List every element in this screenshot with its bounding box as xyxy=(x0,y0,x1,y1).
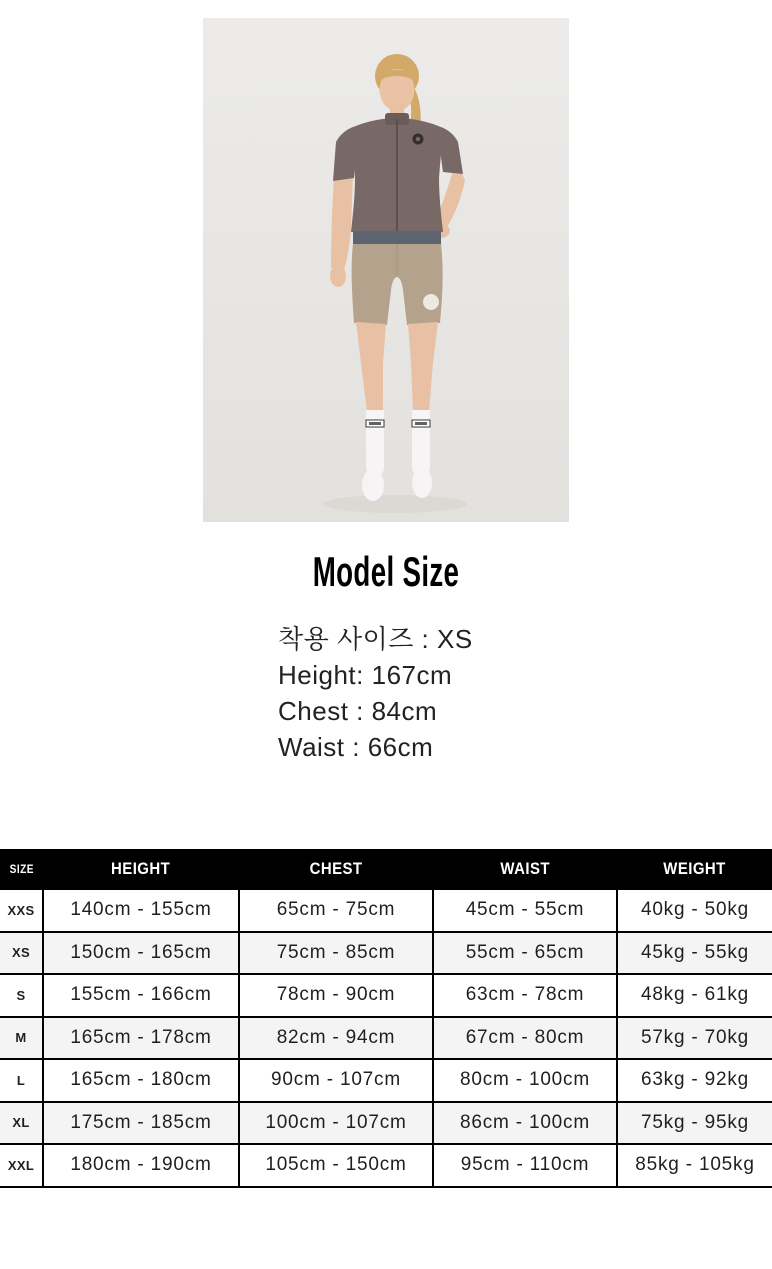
height-cell: 140cm - 155cm xyxy=(43,889,239,932)
size-label-cell: XL xyxy=(0,1102,43,1145)
chest-cell: 105cm - 150cm xyxy=(239,1144,433,1187)
product-photo xyxy=(203,18,569,522)
floor-shadow xyxy=(323,495,467,513)
weight-cell: 63kg - 92kg xyxy=(617,1059,772,1102)
size-chart-table xyxy=(0,849,772,1188)
column-header-size: SIZE xyxy=(0,849,43,889)
weight-cell: 40kg - 50kg xyxy=(617,889,772,932)
table-row xyxy=(0,932,772,975)
left-foot xyxy=(362,469,384,501)
table-row xyxy=(0,889,772,932)
weight-cell: 75kg - 95kg xyxy=(617,1102,772,1145)
chest-cell: 78cm - 90cm xyxy=(239,974,433,1017)
size-chart-body xyxy=(0,889,772,1187)
table-row xyxy=(0,1102,772,1145)
left-hand xyxy=(330,265,346,287)
column-header-height: HEIGHT xyxy=(43,849,239,889)
waist-cell: 86cm - 100cm xyxy=(433,1102,617,1145)
right-sock-band-text xyxy=(415,422,427,425)
column-header-weight: WEIGHT xyxy=(617,849,772,889)
waist-cell: 45cm - 55cm xyxy=(433,889,617,932)
size-label-cell: XS xyxy=(0,932,43,975)
chest-logo-inner xyxy=(416,137,420,141)
model-height: Height: 167cm xyxy=(278,660,453,690)
size-label-cell: XXS xyxy=(0,889,43,932)
height-cell: 165cm - 180cm xyxy=(43,1059,239,1102)
waist-cell: 63cm - 78cm xyxy=(433,974,617,1017)
height-cell: 175cm - 185cm xyxy=(43,1102,239,1145)
size-label-cell: XXL xyxy=(0,1144,43,1187)
chest-cell: 90cm - 107cm xyxy=(239,1059,433,1102)
weight-cell: 48kg - 61kg xyxy=(617,974,772,1017)
right-foot xyxy=(412,468,432,498)
table-row xyxy=(0,1017,772,1060)
waist-cell: 80cm - 100cm xyxy=(433,1059,617,1102)
model-waist: Waist : 66cm xyxy=(278,732,434,762)
thigh-logo xyxy=(423,294,439,310)
model-chest: Chest : 84cm xyxy=(278,696,438,726)
model-size-heading xyxy=(0,549,772,595)
chest-cell: 82cm - 94cm xyxy=(239,1017,433,1060)
size-label-cell: S xyxy=(0,974,43,1017)
weight-cell: 57kg - 70kg xyxy=(617,1017,772,1060)
height-cell: 180cm - 190cm xyxy=(43,1144,239,1187)
size-label-cell: L xyxy=(0,1059,43,1102)
left-sock-band-text xyxy=(369,422,381,425)
weight-cell: 85kg - 105kg xyxy=(617,1144,772,1187)
waist-cell: 55cm - 65cm xyxy=(433,932,617,975)
model-info-block xyxy=(278,621,473,765)
size-chart-header-row xyxy=(0,849,772,889)
chest-cell: 65cm - 75cm xyxy=(239,889,433,932)
table-row xyxy=(0,974,772,1017)
height-cell: 155cm - 166cm xyxy=(43,974,239,1017)
model-illustration xyxy=(203,18,569,522)
column-header-chest: CHEST xyxy=(239,849,433,889)
model-wearing-size: 착용 사이즈 : XS xyxy=(278,624,473,654)
waistband xyxy=(353,231,441,244)
chest-cell: 100cm - 107cm xyxy=(239,1102,433,1145)
waist-cell: 67cm - 80cm xyxy=(433,1017,617,1060)
chest-cell: 75cm - 85cm xyxy=(239,932,433,975)
table-row xyxy=(0,1144,772,1187)
page-title: Model Size xyxy=(312,548,460,595)
table-row xyxy=(0,1059,772,1102)
column-header-waist: WAIST xyxy=(433,849,617,889)
size-label-cell: M xyxy=(0,1017,43,1060)
waist-cell: 95cm - 110cm xyxy=(433,1144,617,1187)
height-cell: 165cm - 178cm xyxy=(43,1017,239,1060)
weight-cell: 45kg - 55kg xyxy=(617,932,772,975)
height-cell: 150cm - 165cm xyxy=(43,932,239,975)
